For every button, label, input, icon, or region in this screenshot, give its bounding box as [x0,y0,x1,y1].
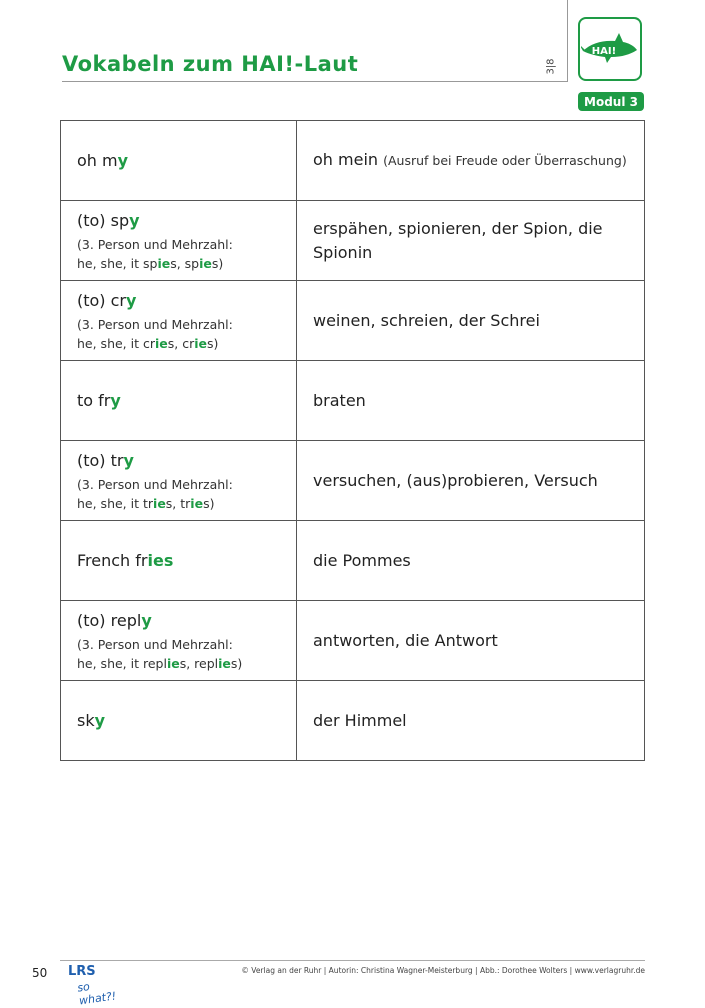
lrs-logo-sub: so what?! [76,980,117,1008]
german-cell [297,361,645,441]
english-cell [61,201,297,281]
english-word: sk [77,710,95,730]
english-cell [61,441,297,521]
page-number: 50 [32,966,48,980]
english-cell [61,361,297,441]
highlight: ie [218,655,231,671]
table-row [61,281,645,361]
english-cell [61,281,297,361]
english-cell [61,521,297,601]
table-row [61,681,645,761]
highlight: y [141,610,152,630]
conjugation-text: he, she, it tr [77,495,154,511]
table-row [61,601,645,681]
page-title: Vokabeln zum HAI!-Laut [62,52,359,76]
english-word: (to) repl [77,610,142,630]
logo-text: HAI! [591,46,617,57]
english-word: to fr [77,390,111,410]
german-translation: weinen, schreien, der Schrei [313,310,540,330]
table-row [61,121,645,201]
highlight: ie [199,255,212,271]
highlight: y [126,290,137,310]
highlight: y [117,150,129,170]
conjugation-intro: (3. Person und Mehrzahl: [77,636,233,652]
conjugation-text: he, she, it cr [77,335,155,351]
conjugation-note [77,635,280,673]
conjugation-text: s, cr [167,335,195,351]
conjugation-text: he, she, it sp [77,255,158,271]
header-vertical-divider [567,0,568,81]
modul-badge: Modul 3 [578,92,644,111]
highlight: y [129,210,140,230]
conjugation-intro: (3. Person und Mehrzahl: [77,236,233,252]
highlight: ie [190,495,204,511]
german-translation: braten [313,390,366,410]
conjugation-text: s, tr [165,495,191,511]
title-divider [62,81,568,82]
conjugation-text: s) [211,255,224,271]
highlight: y [110,390,121,410]
highlight: ies [147,550,174,570]
highlight: y [123,450,134,470]
german-note: (Ausruf bei Freude oder Überraschung) [383,153,627,168]
conjugation-intro: (3. Person und Mehrzahl: [77,316,233,332]
shark-icon [581,29,639,69]
conjugation-text: s) [203,495,215,511]
footer-credits: © Verlag an der Ruhr | Autorin: Christina Wagner-Meisterburg | Abb.: Dorothee Wolters | www.verlagruhr.de [241,966,645,975]
table-row [61,201,645,281]
conjugation-text: he, she, it repl [77,655,167,671]
highlight: ie [153,495,166,511]
english-word: French fr [77,550,148,570]
german-translation: der Himmel [313,710,407,730]
german-cell [297,281,645,361]
german-translation: antworten, die Antwort [313,630,498,650]
english-word: oh m [77,150,118,170]
english-cell [61,681,297,761]
lrs-logo-main: LRS [68,964,96,979]
conjugation-note [77,475,280,513]
conjugation-note [77,235,280,273]
german-cell [297,201,645,281]
table-row [61,441,645,521]
vocab-table [60,120,645,761]
footer-divider [60,960,645,961]
conjugation-note [77,315,280,353]
highlight: ie [194,335,208,351]
german-cell [297,601,645,681]
conjugation-text: s) [207,335,219,351]
highlight: ie [166,655,180,671]
shark-logo [578,17,642,81]
german-cell [297,521,645,601]
english-cell [61,601,297,681]
german-translation: erspähen, spionieren, der Spion, die Spionin [313,218,603,262]
highlight: y [94,710,106,730]
german-translation: versuchen, (aus)probieren, Versuch [313,470,598,490]
german-cell [297,681,645,761]
german-cell [297,441,645,521]
german-translation: oh mein [313,150,384,169]
english-word: (to) cr [77,290,127,310]
conjugation-text: s) [230,655,243,671]
english-word: (to) tr [77,450,124,470]
highlight: ie [157,255,171,271]
table-row [61,361,645,441]
conjugation-text: s, repl [179,655,219,671]
table-row [61,521,645,601]
english-word: (to) sp [77,210,130,230]
page-code [540,52,562,80]
highlight: ie [155,335,168,351]
lrs-logo [60,963,130,1008]
conjugation-text: s, sp [170,255,200,271]
english-cell [61,121,297,201]
conjugation-intro: (3. Person und Mehrzahl: [77,476,233,492]
page-code-label: 3|8 [545,57,557,75]
german-translation: die Pommes [313,550,411,570]
german-cell [297,121,645,201]
